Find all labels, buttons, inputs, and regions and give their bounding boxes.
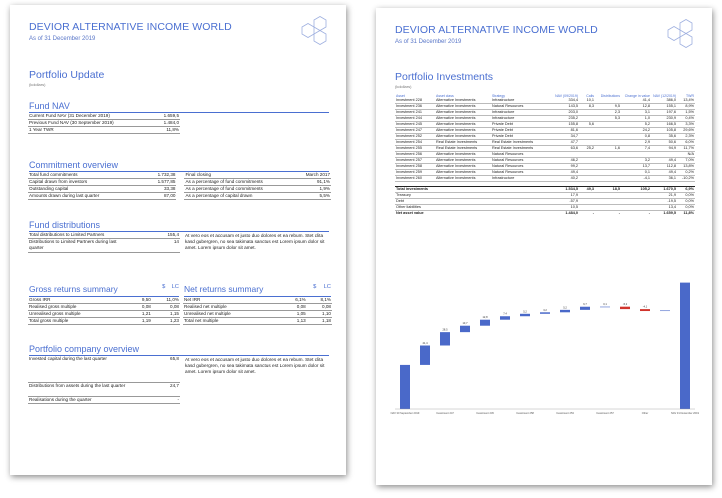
table-row: 1 Year TWR 11,8% <box>29 127 179 132</box>
data-label: 0,1 <box>603 303 607 307</box>
report-date-2: As of 31 December 2019 <box>395 39 462 45</box>
table-row: Gross IRR 9,50 11,0% <box>29 297 179 302</box>
table-row: Distributions from assets during the last quarter 24,7 <box>28 382 180 396</box>
table-row: Unrealised gross multiple 1,21 1,15 <box>29 311 179 316</box>
table-row: Net IRR 6,1% 8,1% <box>184 297 331 302</box>
waterfall-bar <box>560 310 570 312</box>
waterfall-bar <box>660 310 670 311</box>
net-returns-table: Net returns summary $ LC <box>184 284 331 294</box>
table-row: Investment 228 Alternative Investments Infrastructure 334,4 10,1 41,4 386,0 13,4% <box>396 98 694 102</box>
page-portfolio-investments <box>376 8 712 485</box>
column-header: Asset <box>396 94 405 98</box>
waterfall-chart <box>390 273 699 423</box>
page-portfolio-update <box>10 5 346 475</box>
table-row: Investment 245 Alternative Investments Private Debt 155,8 5,6 5,2 166,5 3,3% <box>396 122 694 126</box>
table-row: Total distributions to Limited Partners 155,4 <box>29 232 179 237</box>
table-row: Investment 257 Alternative Investments Natural Resources 46,2 3,2 49,4 7,0% <box>396 158 694 162</box>
table-row: Investment 252 Alternative Investments Private Debt 34,7 0,8 35,6 2,3% <box>396 134 694 138</box>
x-tick-label: Investment 247 <box>436 412 454 415</box>
total-row: Debt -57,9 -19,5 0,0% <box>396 199 694 203</box>
fund-title: DEVIOR ALTERNATIVE INCOME WORLD <box>29 21 232 33</box>
table-row: Investment 244 Alternative Investments Infrastructure 235,2 5,3 1,0 230,9 0,4% <box>396 116 694 120</box>
unit-label-2: (kdollars) <box>395 84 412 89</box>
waterfall-bar <box>400 365 410 409</box>
data-label: -5,2 <box>622 303 628 307</box>
waterfall-bar <box>540 312 550 314</box>
table-row: Realised net multiple 0,08 0,08 <box>184 304 331 309</box>
net-returns-rows <box>183 297 332 325</box>
fund-title-2: DEVIOR ALTERNATIVE INCOME WORLD <box>395 24 598 36</box>
hexagon-logo-icon <box>654 16 698 56</box>
table-row: Total net multiple 1,13 1,18 <box>184 318 331 323</box>
company-overview-title: Portfolio company overview <box>29 344 140 354</box>
data-label: 41,4 <box>422 342 428 346</box>
table-row: Investment 247 Alternative Investments Private Debt 81,6 24,2 105,8 29,6% <box>396 128 694 132</box>
table-row: Investment 259 Alternative Investments Natural Resources 49,4 0,1 49,4 0,2% <box>396 170 694 174</box>
column-header: Calls <box>586 94 594 98</box>
table-row: Investment 236 Alternative Investments Natural Resources 143,5 8,3 9,5 12,8 155,1 8,9% <box>396 104 694 108</box>
distributions-note: At vero eos et accusam et justo duo dolores et ea rebum. Stet clita kasd gubergren, no sea takimata sanctus est Lorem ipsum dolor sit amet. Lorem ipsum dolor sit amet. <box>185 233 325 250</box>
column-header: NAV (12/2019) <box>653 94 676 98</box>
data-label: 5,2 <box>563 306 567 310</box>
table-row: Investment 255 Real Estate Investments Real Estate Investments 63,6 25,2 1,6 7,4 94,9 11,7% <box>396 146 694 150</box>
column-header: NAV (09/2019) <box>555 94 578 98</box>
data-label: 6,7 <box>583 303 587 307</box>
x-tick-label: NAV 31 December 2019 <box>671 412 699 415</box>
waterfall-bar <box>480 320 490 326</box>
column-header: Asset class <box>436 94 454 98</box>
waterfall-bar <box>440 332 450 345</box>
waterfall-bar <box>520 314 530 316</box>
data-label: 12,8 <box>482 316 488 320</box>
table-row: Amounts drawn during last quarter 87,00 As a percentage of capital drawn 5,5% <box>29 193 330 198</box>
company-overview-note: At vero eos et accusam et justo duo dolores et ea rebum. Stet clita kasd gubergren, no sea takimata sanctus est Lorem ipsum dolor sit amet. Lorem ipsum dolor sit amet. <box>185 357 325 374</box>
data-label: 5,2 <box>523 310 527 314</box>
fund-nav-table <box>28 113 180 134</box>
table-row: Investment 241 Alternative Investments Infrastructure 203,0 2,3 3,1 197,6 1,5% <box>396 110 694 114</box>
page-heading-2: Portfolio Investments <box>395 71 494 83</box>
waterfall-bar <box>500 316 510 319</box>
report-date: As of 31 December 2019 <box>29 36 96 42</box>
column-header: TWR <box>686 94 694 98</box>
page-heading: Portfolio Update <box>29 69 105 81</box>
hexagon-logo-icon <box>288 13 332 53</box>
waterfall-bar <box>640 309 650 311</box>
column-header: Strategy <box>492 94 506 98</box>
data-label: 7,4 <box>503 312 507 316</box>
table-row: Investment 258 Alternative Investments Natural Resources 99,2 13,7 112,8 13,8% <box>396 164 694 168</box>
company-overview-table <box>28 356 180 404</box>
total-row: Other liabilities 10,5 13,4 0,0% <box>396 205 694 209</box>
table-row: Unrealised net multiple 1,05 1,10 <box>184 311 331 316</box>
column-header: Distributions <box>600 94 620 98</box>
total-row: Treasury 17,9 21,9 0,0% <box>396 193 694 197</box>
data-label: 3,2 <box>543 308 547 312</box>
gross-returns-table: Gross returns summary $ LC <box>29 284 179 294</box>
table-row: Capital drawn from investors 1.577,85 As a percentage of fund commitments 91,1% <box>29 179 330 184</box>
gross-returns-title: Gross returns summary <box>29 284 118 294</box>
unit-label: (kdollars) <box>29 82 46 87</box>
table-row: Realised gross multiple 0,08 0,08 <box>29 304 179 309</box>
table-row: Current Fund NAV (31 December 2019) 1.659,5 <box>29 113 179 118</box>
waterfall-bar <box>680 283 690 409</box>
table-row: Outstanding capital 33,38 As a percentage of fund commitments 1,9% <box>29 186 330 191</box>
waterfall-bar <box>580 307 590 310</box>
x-tick-label: Investment 253 <box>556 412 574 415</box>
table-row: Investment 254 Real Estate Investments Real Estate Investments 47,7 2,9 50,6 6,0% <box>396 140 694 144</box>
table-row: Total fund commitments 1.732,38 Final closing March 2017 <box>29 172 330 177</box>
waterfall-bar <box>460 326 470 332</box>
table-row: Investment 256 Alternative Investments Natural Resources N/A <box>396 152 694 156</box>
table-row: Previous Fund NAV (30 September 2019) 1.484,0 <box>29 120 179 125</box>
waterfall-bar <box>420 346 430 365</box>
net-returns-title: Net returns summary <box>184 284 264 294</box>
table-row: Distributions to Limited Partners during last quarter 14 <box>28 239 180 253</box>
table-row: Realisations during the quarter - <box>29 396 179 402</box>
investments-table <box>395 94 695 216</box>
x-tick-label: Other <box>641 412 649 415</box>
x-tick-label: Investment 245 <box>476 412 494 415</box>
data-label: 28,5 <box>442 328 448 332</box>
table-row: Investment 260 Alternative Investments Infrastructure 40,2 -4,1 36,1 -10,2% <box>396 176 694 180</box>
x-tick-label: Investment 258 <box>516 412 534 415</box>
x-tick-label: NAV 30 September 2019 <box>390 412 420 415</box>
fund-nav-title: Fund NAV <box>29 101 70 111</box>
x-tick-label: Investment 257 <box>596 412 614 415</box>
column-header: Change in value <box>624 94 650 98</box>
data-label: 13,7 <box>462 322 468 326</box>
distributions-title: Fund distributions <box>29 220 101 230</box>
gross-returns-rows <box>28 297 180 325</box>
commitment-title: Commitment overview <box>29 160 119 170</box>
total-row: Net asset value 1.484,0 - - - 1.659,5 11,8% <box>396 211 694 215</box>
commitment-table <box>28 172 331 200</box>
total-row: Total investments 1.534,5 49,3 18,5 105,2 1.670,5 6,9% <box>396 187 694 191</box>
distributions-table <box>28 232 180 253</box>
waterfall-bar <box>620 307 630 309</box>
table-row: Invested capital during the last quarter 65,8 <box>28 356 180 382</box>
waterfall-bar <box>600 307 610 308</box>
data-label: -4,1 <box>642 305 648 309</box>
table-row: Total gross multiple 1,19 1,23 <box>29 318 179 323</box>
